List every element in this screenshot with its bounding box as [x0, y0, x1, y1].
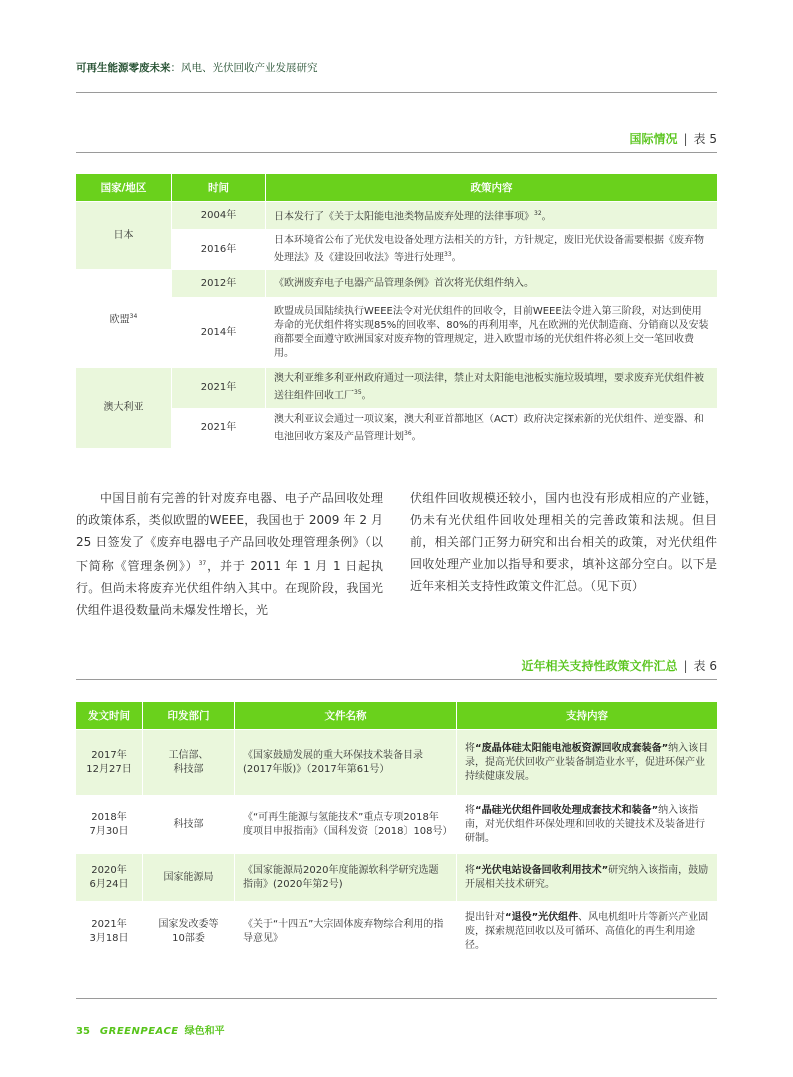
header-title: 可再生能源零废未来: [76, 62, 171, 74]
table-row: [76, 901, 717, 961]
document-cell: 《国家能源局2020年度能源软科学研究选题指南》(2020年第2号): [235, 853, 457, 901]
date-cell: 2018年 7月30日: [76, 795, 143, 853]
department-cell: 科技部: [143, 795, 235, 853]
table-header-row: [76, 702, 717, 729]
support-cell: 提出针对“退役”光伏组件、风电机组叶片等新兴产业固废，探索规范回收以及可循环、高值化的再生利用途径。: [457, 901, 717, 961]
table-row: [76, 367, 717, 407]
date-cell: 2017年 12月27日: [76, 729, 143, 795]
table-row: [76, 269, 717, 297]
support-cell: 将“废晶体硅太阳能电池板资源回收成套装备”纳入该目录，提高光伏回收产业装备制造业水平，促进环保产业持续健康发展。: [457, 729, 717, 795]
table5-caption-divider: [76, 152, 717, 153]
department-cell: 国家发改委等 10部委: [143, 901, 235, 961]
header-document: 文件名称: [235, 702, 457, 729]
year-cell: 2021年: [172, 408, 266, 448]
table5-caption: [629, 130, 717, 147]
header-divider: [76, 92, 717, 93]
support-cell: 将“晶硅光伏组件回收处理成套技术和装备”纳入该指南，对光伏组件环保处理和回收的关键技术及装备进行研制。: [457, 795, 717, 853]
body-column-left: [76, 487, 383, 621]
policy-cell: 日本环境省公布了光伏发电设备处理方法相关的方针，方针规定，废旧光伏设备需要根据《废弃物处理法》及《建设回收法》等进行处理$^{33}$。: [266, 229, 717, 269]
header-policy: 政策内容: [266, 174, 717, 201]
header-department: 印发部门: [143, 702, 235, 729]
department-cell: 国家能源局: [143, 853, 235, 901]
year-cell: 2021年: [172, 367, 266, 407]
body-paragraph: 中国目前有完善的针对废弃电器、电子产品回收处理的政策体系，类似欧盟的WEEE，我国也于 2009 年 2 月 25 日签发了《废弃电器电子产品回收处理管理条例》（以下简称《管理条例》）$^{37}$，并于 2011 年 1 月 1 日起执行。但尚未将废弃光伏组件纳入其中。在现阶段，我国光伏组件退役数量尚未爆发性增长，光: [76, 491, 383, 617]
table-row: [76, 229, 717, 269]
region-cell: 欧盟$^{34}$: [76, 269, 172, 367]
policy-cell: 日本发行了《关于太阳能电池类物品废弃处理的法律事项》$^{32}$。: [266, 201, 717, 229]
year-cell: 2012年: [172, 269, 266, 297]
table-row: [76, 795, 717, 853]
region-cell: [76, 367, 172, 448]
region-cell: [76, 201, 172, 269]
body-column-right: [410, 487, 717, 597]
header-time: 时间: [172, 174, 266, 201]
header-region: 国家/地区: [76, 174, 172, 201]
policy-cell: 欧盟成员国陆续执行WEEE法令对光伏组件的回收令，目前WEEE法令进入第三阶段，对达到使用寿命的光伏组件将实现85%的回收率、80%的再利用率，凡在欧洲的光伏制造商、分销商以及安装商都要全面遵守欧洲国家对废弃物的管理规定，进入欧盟市场的光伏组件将必须上交一笔回收费用。: [266, 297, 717, 367]
table-row: [76, 729, 717, 795]
table-row: [76, 201, 717, 229]
table-row: [76, 297, 717, 367]
page-number: 35: [76, 1026, 90, 1037]
policy-cell: 《欧洲废弃电子电器产品管理条例》首次将光伏组件纳入。: [266, 269, 717, 297]
year-cell: 2014年: [172, 297, 266, 367]
caption-separator: |: [683, 659, 688, 673]
table6-caption-title: 近年相关支持性政策文件汇总: [521, 659, 678, 673]
table-row: [76, 408, 717, 448]
greenpeace-logo: GREENPEACE: [99, 1026, 179, 1037]
supporting-policy-table: [76, 702, 717, 961]
table6-caption-divider: [76, 679, 717, 680]
page-footer: [76, 1022, 225, 1037]
date-cell: 2020年 6月24日: [76, 853, 143, 901]
table5-caption-title: 国际情况: [629, 132, 678, 146]
table-header-row: [76, 174, 717, 201]
header-support: 支持内容: [457, 702, 717, 729]
policy-cell: 澳大利亚议会通过一项议案，澳大利亚首都地区（ACT）政府决定探索新的光伏组件、逆变器、和电池回收方案及产品管理计划$^{36}$。: [266, 408, 717, 448]
document-cell: 《国家鼓励发展的重大环保技术装备目录(2017年版)》（2017年第61号）: [235, 729, 457, 795]
caption-separator: |: [683, 132, 688, 146]
document-cell: 《“可再生能源与氢能技术”重点专项2018年度项目申报指南》（国科发资〔2018〕108号）: [235, 795, 457, 853]
body-paragraph: 伏组件回收规模还较小，国内也没有形成相应的产业链，仍未有光伏组件回收处理相关的完善政策和法规。但目前，相关部门正努力研究和出台相关的政策，对光伏组件回收处理产业加以指导和要求，填补这部分空白。以下是近年来相关支持性政策文件汇总。（见下页）: [410, 491, 717, 593]
support-cell: 将“光伏电站设备回收利用技术”研究纳入该指南，鼓励开展相关技术研究。: [457, 853, 717, 901]
header-date: 发文时间: [76, 702, 143, 729]
department-cell: 工信部、 科技部: [143, 729, 235, 795]
running-header: [76, 60, 318, 75]
header-subtitle: ：风电、光伏回收产业发展研究: [170, 62, 318, 74]
policy-cell: 澳大利亚维多利亚州政府通过一项法律，禁止对太阳能电池板实施垃圾填埋，要求废弃光伏组件被送往组件回收工厂$^{35}$。: [266, 367, 717, 407]
international-policy-table: [76, 174, 717, 448]
year-cell: 2004年: [172, 201, 266, 229]
document-cell: 《关于“十四五”大宗固体废弃物综合利用的指导意见》: [235, 901, 457, 961]
date-cell: 2021年 3月18日: [76, 901, 143, 961]
table-row: [76, 853, 717, 901]
region-japan: 日本: [113, 229, 134, 241]
year-cell: 2016年: [172, 229, 266, 269]
table6-caption-label: 表 6: [693, 659, 717, 673]
region-eu: 欧盟: [109, 314, 130, 326]
region-australia: 澳大利亚: [103, 402, 144, 414]
table5-caption-label: 表 5: [693, 132, 717, 146]
footer-divider: [76, 998, 717, 999]
table6-caption: [521, 657, 717, 674]
greenpeace-logo-cn: 绿色和平: [184, 1026, 225, 1037]
